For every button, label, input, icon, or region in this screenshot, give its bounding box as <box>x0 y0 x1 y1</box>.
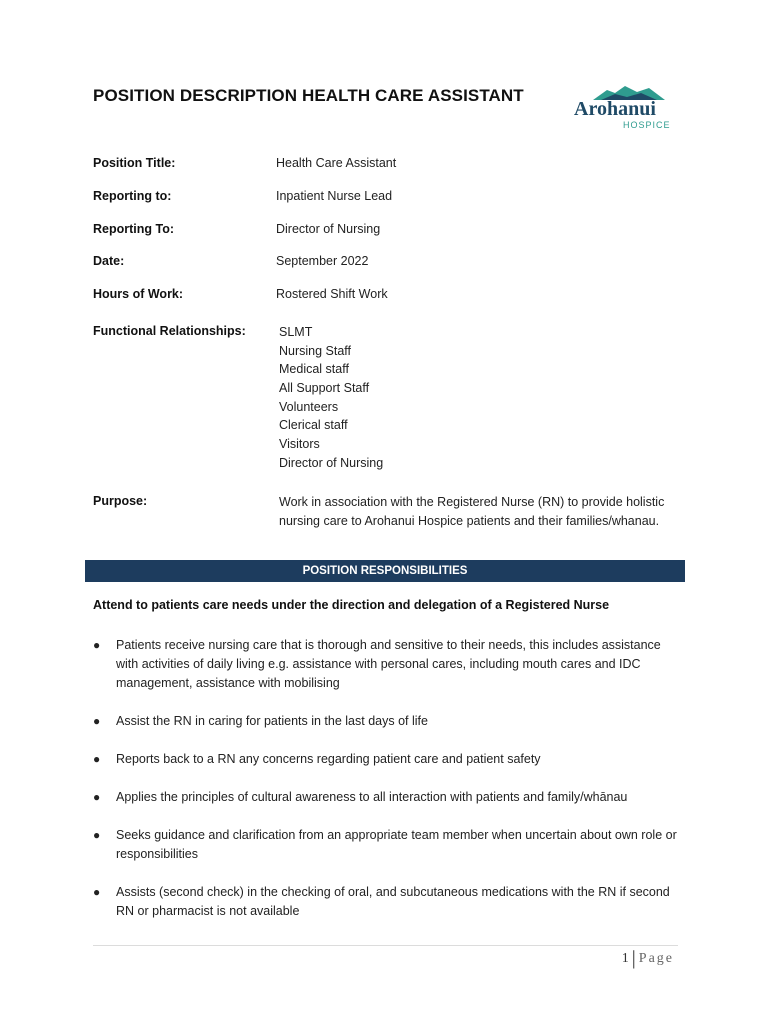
date-label: Date: <box>93 254 125 268</box>
page-label: Page <box>638 951 674 966</box>
reporting-to-value: Inpatient Nurse Lead <box>276 189 393 203</box>
bullet-text: Assists (second check) in the checking of oral, and subcutaneous medications with the RN if second RN or pharmacist is not available <box>116 885 670 918</box>
list-item <box>93 712 683 731</box>
bullet-icon: ● <box>93 885 101 899</box>
section-heading-bar: POSITION RESPONSIBILITIES <box>85 560 685 582</box>
bullet-icon: ● <box>93 790 101 804</box>
bullet-icon: ● <box>93 752 101 766</box>
page-footer <box>622 947 674 970</box>
date-value: September 2022 <box>276 254 369 268</box>
list-item: Nursing Staff <box>279 343 352 358</box>
list-item <box>93 883 683 921</box>
logo-name: Arohanui <box>574 98 656 120</box>
separator: | <box>631 947 636 969</box>
relationships-label: Functional Relationships: <box>93 324 246 338</box>
logo-subtitle: HOSPICE <box>623 120 671 130</box>
reporting-to-director-label: Reporting To: <box>93 222 174 236</box>
list-item: Director of Nursing <box>279 455 384 470</box>
bullet-text: Applies the principles of cultural awareness to all interaction with patients and family/whānau <box>116 790 628 804</box>
relationships-list <box>279 323 383 473</box>
bullet-icon: ● <box>93 828 101 842</box>
page-number: 1 <box>621 951 629 966</box>
footer-divider <box>93 945 678 946</box>
list-item: Medical staff <box>279 362 349 377</box>
list-item <box>93 788 683 807</box>
list-item: All Support Staff <box>279 381 370 396</box>
bullet-text: Assist the RN in caring for patients in the last days of life <box>116 714 428 728</box>
bullet-icon: ● <box>93 638 101 652</box>
hours-label: Hours of Work: <box>93 287 184 301</box>
list-item <box>93 636 683 693</box>
arohanui-logo <box>568 84 678 134</box>
purpose-text: Work in association with the Registered Nurse (RN) to provide holistic nursing care to Arohanui Hospice patients and their families/whanau. <box>279 495 665 528</box>
list-item <box>93 826 683 864</box>
position-title-value: Health Care Assistant <box>276 156 397 170</box>
list-item: Volunteers <box>279 399 339 414</box>
reporting-to-director-value: Director of Nursing <box>276 222 381 236</box>
list-item: Visitors <box>279 437 320 452</box>
purpose-label: Purpose: <box>93 494 148 508</box>
bullet-text: Reports back to a RN any concerns regarding patient care and patient safety <box>116 752 541 766</box>
list-item: Clerical staff <box>279 418 348 433</box>
list-item: SLMT <box>279 325 313 339</box>
bullet-text: Seeks guidance and clarification from an appropriate team member when uncertain about own role or responsibilities <box>116 828 677 861</box>
list-item <box>93 750 683 769</box>
document-title: POSITION DESCRIPTION HEALTH CARE ASSISTANT <box>93 86 524 105</box>
bullet-icon: ● <box>93 714 101 728</box>
reporting-to-label: Reporting to: <box>93 189 172 203</box>
bullet-text: Patients receive nursing care that is thorough and sensitive to their needs, this includes assistance with activities of daily living e.g. assistance with personal cares, including mouth cares and IDC management, assistance with mobilising <box>116 638 661 690</box>
section-subheading: Attend to patients care needs under the direction and delegation of a Registered Nurse <box>93 598 610 612</box>
position-title-label: Position Title: <box>93 156 176 170</box>
hours-value: Rostered Shift Work <box>276 287 388 301</box>
